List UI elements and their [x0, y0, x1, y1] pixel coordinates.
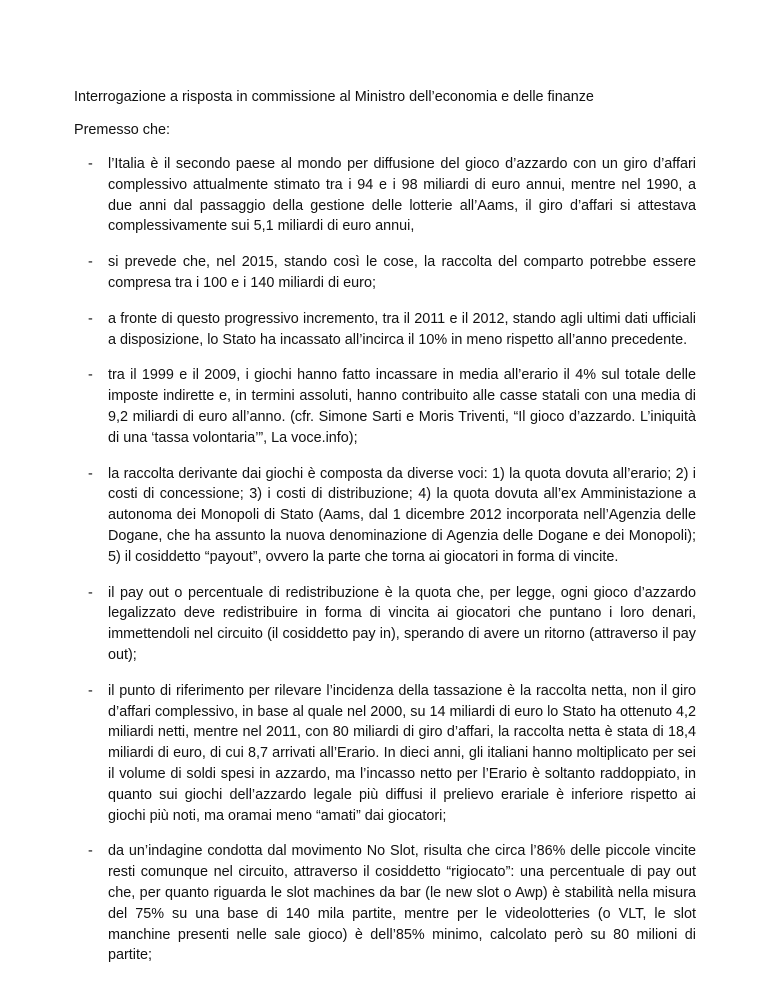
list-item-text: da un’indagine condotta dal movimento No Slot, risulta che circa l’86% delle piccole vincite resti comunque nel circuito, attraverso il cosiddetto “rigiocato”: una percentuale di pay out che, per quanto riguarda le slot machines da bar (le new slot o Awp) è stabilità nella misura del 75% su una base di 140 mila partite, mentre per le videolotteries (o VLT, le slot manchine presenti nelle sale gioco) è dell’85% minimo, calcolato però su 80 milioni di partite; — [108, 843, 696, 964]
list-item — [74, 252, 696, 294]
list-item — [74, 841, 696, 966]
intro-line: Premesso che: — [74, 122, 170, 138]
list-item-text: tra il 1999 e il 2009, i giochi hanno fatto incassare in media all’erario il 4% sul totale delle imposte indirette e, in termini assoluti, hanno contribuito alle casse statali con una media di 9,2 miliardi di euro all’anno. (cfr. Simone Sarti e Moris Triventi, “Il gioco d’azzardo. L’iniquità di una ‘tassa volontaria’”, La voce.info); — [108, 367, 696, 446]
list-item-text: a fronte di questo progressivo incremento, tra il 2011 e il 2012, stando agli ultimi dati ufficiali a disposizione, lo Stato ha incassato all’incirca il 10% in meno rispetto all’anno precedente. — [108, 310, 696, 348]
bullet-dash: - — [88, 367, 93, 384]
bullet-dash: - — [88, 156, 93, 172]
list-item — [74, 681, 696, 827]
list-item — [74, 583, 696, 666]
list-item — [74, 365, 696, 448]
bullet-dash: - — [88, 584, 93, 601]
bullet-dash: - — [88, 465, 93, 482]
bullet-dash: - — [88, 310, 93, 327]
list-item — [74, 154, 696, 237]
bullet-dash: - — [88, 682, 93, 699]
list-item — [74, 309, 696, 351]
premises-list — [74, 154, 696, 966]
list-item-text: si prevede che, nel 2015, stando così le cose, la raccolta del comparto potrebbe essere compresa tra i 100 e i 140 miliardi di euro; — [108, 254, 696, 291]
list-item-text: la raccolta derivante dai giochi è composta da diverse voci: 1) la quota dovuta all’erario; 2) i costi di concessione; 3) i costi di distribuzione; 4) la quota dovuta all’ex Amministazione a autonoma dei Monopoli di Stato (Aams, dal 1 dicembre 2012 incorporata nell’Agenzia delle Dogane, che ha assunto la nuova denominazione di Agenzia delle Dogane e dei Monopoli); 5) il cosiddetto “payout”, ovvero la parte che torna ai giocatori in forma di vincite. — [108, 465, 696, 565]
list-item-text: il punto di riferimento per rilevare l’incidenza della tassazione è la raccolta netta, non il giro d’affari complessivo, in base al quale nel 2000, su 14 miliardi di euro lo Stato ha ottenuto 4,2 miliardi netti, mentre nel 2011, con 80 miliardi di giro d’affari, la raccolta netta è stata di 18,4 miliardi di euro, di cui 8,7 arrivati all’Erario. In dieci anni, gli italiani hanno moltiplicato per sei il volume di soldi spesi in azzardo, ma l’incasso netto per l’Erario è soltanto raddoppiato, in quanto sui giochi dell’azzardo legale più diffusi il prelievo erariale è inferiore rispetto ai giochi più noti, ma oramai meno “amati” dai giocatori; — [108, 682, 696, 824]
document-title: Interrogazione a risposta in commissione al Ministro dell’economia e delle finanze — [74, 89, 594, 105]
bullet-dash: - — [88, 254, 93, 271]
list-item-text: l’Italia è il secondo paese al mondo per diffusione del gioco d’azzardo con un giro d’affari complessivo attualmente stimato tra i 94 e i 98 miliardi di euro annui, mentre nel 1990, a due anni dal passaggio della gestione delle lotterie all’Aams, il giro d’affari si attestava complessivamente sui 5,1 miliardi di euro annui, — [108, 156, 696, 235]
bullet-dash: - — [88, 843, 93, 860]
list-item-text: il pay out o percentuale di redistribuzione è la quota che, per legge, ogni gioco d’azzardo legalizzato deve redistribuire in forma di vincita ai giocatori che puntano i loro denari, immettendoli nel circuito (il cosiddetto pay in), sperando di avere un ritorno (attraverso il pay out); — [108, 584, 696, 663]
list-item — [74, 464, 696, 568]
